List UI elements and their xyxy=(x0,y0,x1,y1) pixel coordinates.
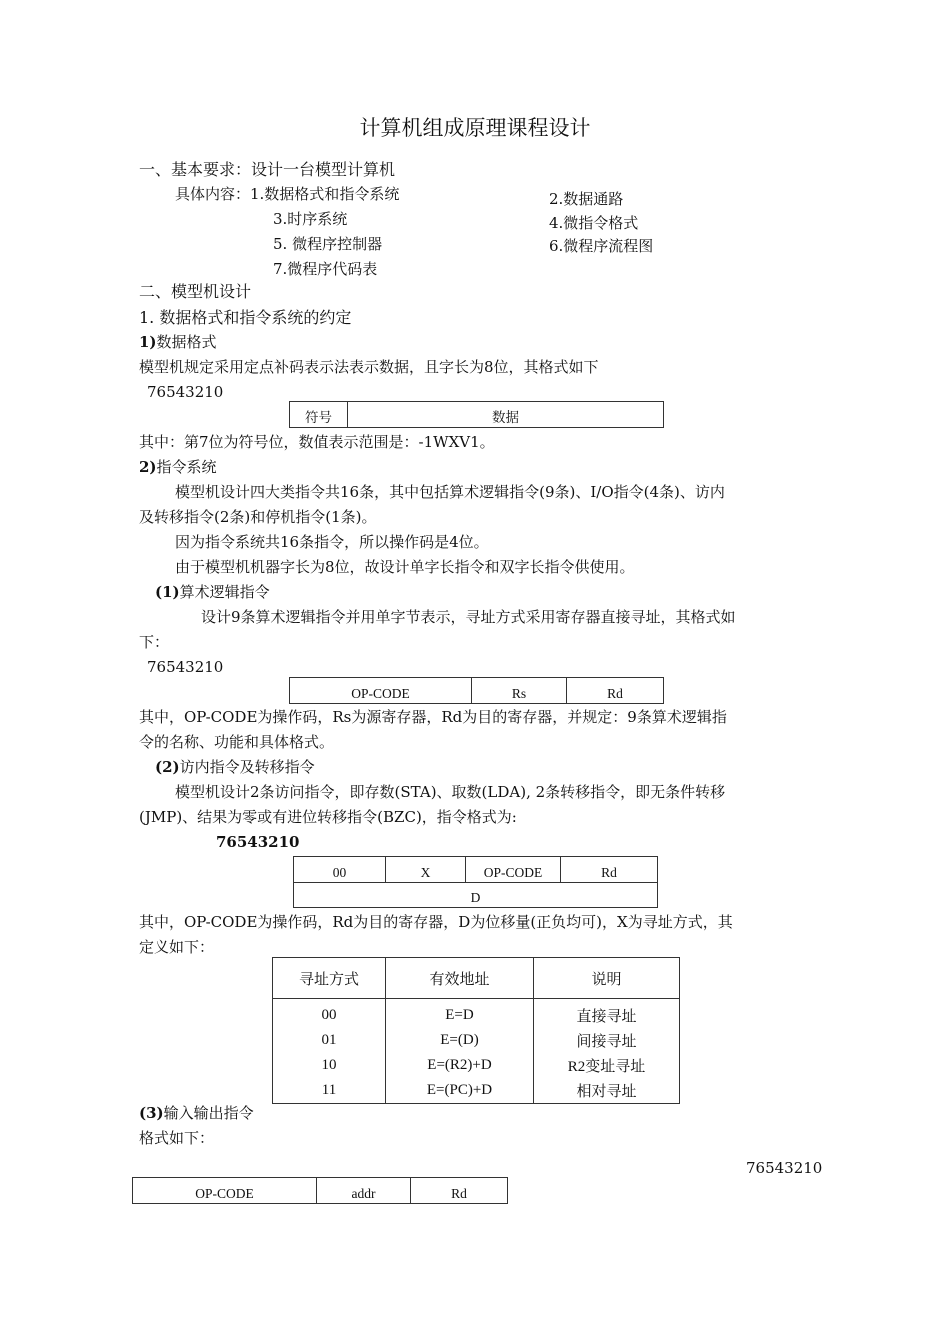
field-sign: 符号 xyxy=(305,410,332,425)
cell-address: E=(PC)+D xyxy=(386,1078,534,1104)
content-item-6: 6.微程序流程图 xyxy=(549,237,654,255)
instruction-system-p2: 因为指令系统共16条指令，所以操作码是4位。 xyxy=(175,533,489,551)
field-data: 数据 xyxy=(347,402,663,427)
io-bits: 76543210 xyxy=(746,1159,823,1177)
io-desc: 格式如下： xyxy=(139,1129,215,1147)
mem-jump-row-2 xyxy=(294,882,657,907)
mem-jump-desc-line2: (JMP)、结果为零或有进位转移指令(BZC)，指令格式为: xyxy=(139,808,517,826)
cell-address: E=(R2)+D xyxy=(386,1053,534,1078)
table-row xyxy=(273,1053,680,1078)
arith-note-line1: 其中，OP-CODE为操作码，Rs为源寄存器，Rd为目的寄存器，并规定：9条算术逻辑指 xyxy=(139,708,727,726)
cell-description: 相对寻址 xyxy=(534,1078,680,1104)
io-number: (3) xyxy=(139,1104,164,1122)
cell-mode: 01 xyxy=(273,1028,386,1053)
field-rd: Rd xyxy=(566,678,663,703)
arith-desc-line2: 下： xyxy=(139,633,170,651)
field-rd: Rd xyxy=(410,1178,507,1203)
data-format-diagram xyxy=(289,401,664,428)
data-format-desc: 模型机规定采用定点补码表示法表示数据，且字长为8位，其格式如下 xyxy=(139,358,599,376)
cell-description: 直接寻址 xyxy=(534,999,680,1029)
data-format-label xyxy=(139,332,217,352)
io-format-diagram xyxy=(132,1177,508,1204)
mem-jump-note-line2: 定义如下： xyxy=(139,938,215,956)
content-item-7: 7.微程序代码表 xyxy=(273,260,378,278)
arith-title: 算术逻辑指令 xyxy=(179,583,270,601)
cell-mode: 00 xyxy=(273,999,386,1029)
table-row xyxy=(273,1078,680,1104)
data-format-note: 其中：第7位为符号位，数值表示范围是：-1WXV1。 xyxy=(139,433,495,451)
cell-address: E=(D) xyxy=(386,1028,534,1053)
instruction-system-p1-line2: 及转移指令(2条)和停机指令(1条)。 xyxy=(139,508,377,526)
content-label: 具体内容：1.数据格式和指令系统 xyxy=(175,185,400,203)
field-addr: addr xyxy=(316,1178,410,1203)
field-00: 00 xyxy=(332,865,347,880)
table-header-row xyxy=(273,958,680,999)
mem-jump-label xyxy=(155,757,315,777)
field-opcode: OP-CODE xyxy=(465,857,560,882)
field-x: X xyxy=(385,857,465,882)
arith-bits: 76543210 xyxy=(147,658,224,676)
field-opcode: OP-CODE xyxy=(351,686,410,701)
section-1-heading: 一、基本要求：设计一台模型计算机 xyxy=(139,160,396,179)
header-description: 说明 xyxy=(534,958,680,999)
arith-format-diagram xyxy=(289,677,664,704)
arith-note-line2: 令的名称、功能和具体格式。 xyxy=(139,733,335,751)
cell-mode: 11 xyxy=(273,1078,386,1104)
addressing-mode-table xyxy=(272,957,680,1104)
mem-jump-title: 访内指令及转移指令 xyxy=(179,758,315,776)
field-rd: Rd xyxy=(560,857,657,882)
subsection-1-heading: 1. 数据格式和指令系统的约定 xyxy=(139,308,352,327)
field-d: D xyxy=(470,890,481,905)
data-format-bits: 76543210 xyxy=(147,383,224,401)
mem-jump-note-line1: 其中，OP-CODE为操作码，Rd为目的寄存器，D为位移量(正负均可)，X为寻址方式，其 xyxy=(139,913,733,931)
instruction-system-p3: 由于模型机机器字长为8位，故设计单字长指令和双字长指令供使用。 xyxy=(175,558,635,576)
table-row xyxy=(273,999,680,1029)
content-item-5: 5. 微程序控制器 xyxy=(273,235,383,253)
mem-jump-number: (2) xyxy=(155,758,180,776)
section-2-heading: 二、模型机设计 xyxy=(139,282,252,301)
instruction-system-p1-line1: 模型机设计四大类指令共16条，其中包括算术逻辑指令(9条)、I/O指令(4条)、访内 xyxy=(175,483,725,501)
mem-jump-row-1 xyxy=(294,857,657,883)
cell-mode: 10 xyxy=(273,1053,386,1078)
content-item-2: 2.数据通路 xyxy=(549,190,624,208)
header-effective-address: 有效地址 xyxy=(386,958,534,999)
content-item-4: 4.微指令格式 xyxy=(549,214,639,232)
mem-jump-format-diagram xyxy=(293,856,658,908)
field-opcode: OP-CODE xyxy=(195,1186,254,1201)
instruction-system-label xyxy=(139,457,217,477)
cell-description: 间接寻址 xyxy=(534,1028,680,1053)
field-rs: Rs xyxy=(471,678,566,703)
cell-address: E=D xyxy=(386,999,534,1029)
mem-jump-bits: 76543210 xyxy=(216,833,300,851)
header-mode: 寻址方式 xyxy=(273,958,386,999)
table-row xyxy=(273,1028,680,1053)
cell-description: R2变址寻址 xyxy=(534,1053,680,1078)
data-format-title: 数据格式 xyxy=(156,333,217,351)
mem-jump-desc-line1: 模型机设计2条访问指令，即存数(STA)、取数(LDA), 2条转移指令，即无条件转移 xyxy=(175,783,726,801)
io-label xyxy=(139,1103,254,1123)
io-title: 输入输出指令 xyxy=(163,1104,254,1122)
arith-number: (1) xyxy=(155,583,180,601)
instruction-system-number: 2) xyxy=(139,458,157,476)
arith-desc-line1: 设计9条算术逻辑指令并用单字节表示，寻址方式采用寄存器直接寻址，其格式如 xyxy=(201,608,736,626)
arith-label xyxy=(155,582,270,602)
page-title: 计算机组成原理课程设计 xyxy=(359,116,591,140)
data-format-number: 1) xyxy=(139,333,157,351)
instruction-system-title: 指令系统 xyxy=(156,458,217,476)
content-item-3: 3.时序系统 xyxy=(273,210,348,228)
